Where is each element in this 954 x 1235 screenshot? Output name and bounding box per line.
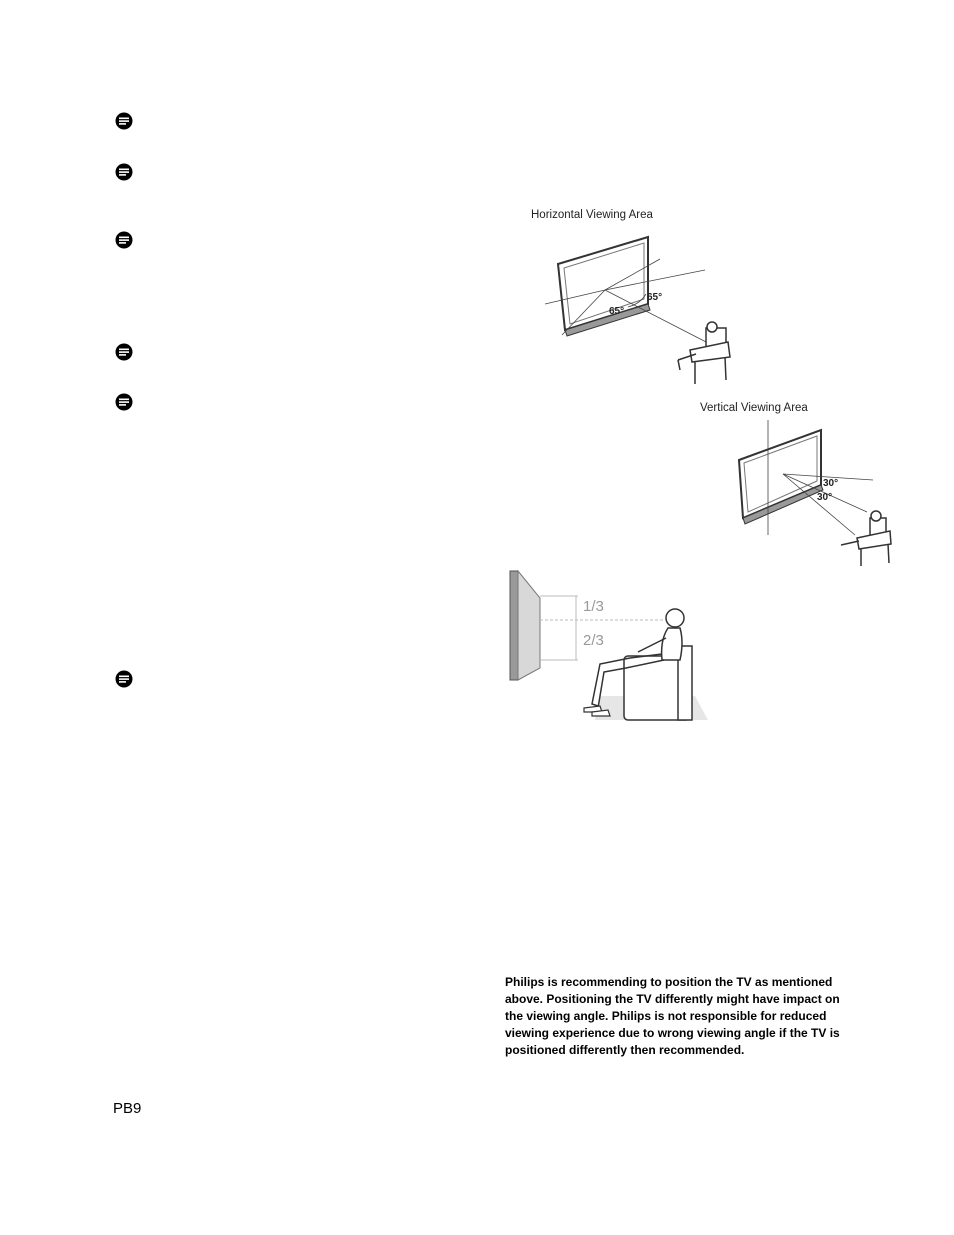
list-bullet-icon bbox=[115, 231, 133, 249]
list-bullet-icon bbox=[115, 393, 133, 411]
list-bullet-icon bbox=[115, 163, 133, 181]
list-bullet-icon bbox=[115, 112, 133, 130]
list-bullet-icon bbox=[115, 343, 133, 361]
upper-third-label: 1/3 bbox=[583, 598, 604, 615]
vertical-angle-bottom-label: 30° bbox=[817, 492, 833, 503]
horizontal-viewing-area-title: Horizontal Viewing Area bbox=[531, 209, 653, 221]
horizontal-angle-top-label: 65° bbox=[647, 292, 663, 303]
vertical-viewing-area-title: Vertical Viewing Area bbox=[700, 402, 808, 414]
lower-two-thirds-label: 2/3 bbox=[583, 632, 604, 649]
horizontal-viewing-area-illustration bbox=[540, 232, 740, 387]
page-label: PB9 bbox=[113, 1100, 142, 1117]
horizontal-angle-bottom-label: 65° bbox=[609, 306, 625, 317]
list-bullet-icon bbox=[115, 670, 133, 688]
positioning-disclaimer: Philips is recommending to position the TV as mentioned above. Positioning the TV differently might have impact on the viewing angle. Philips is not responsible for reduced viewing experience due to wrong viewing angle if the TV is positioned differently then recommended. bbox=[505, 975, 840, 1057]
eye-level-height-illustration bbox=[500, 568, 715, 726]
vertical-angle-top-label: 30° bbox=[823, 478, 839, 489]
